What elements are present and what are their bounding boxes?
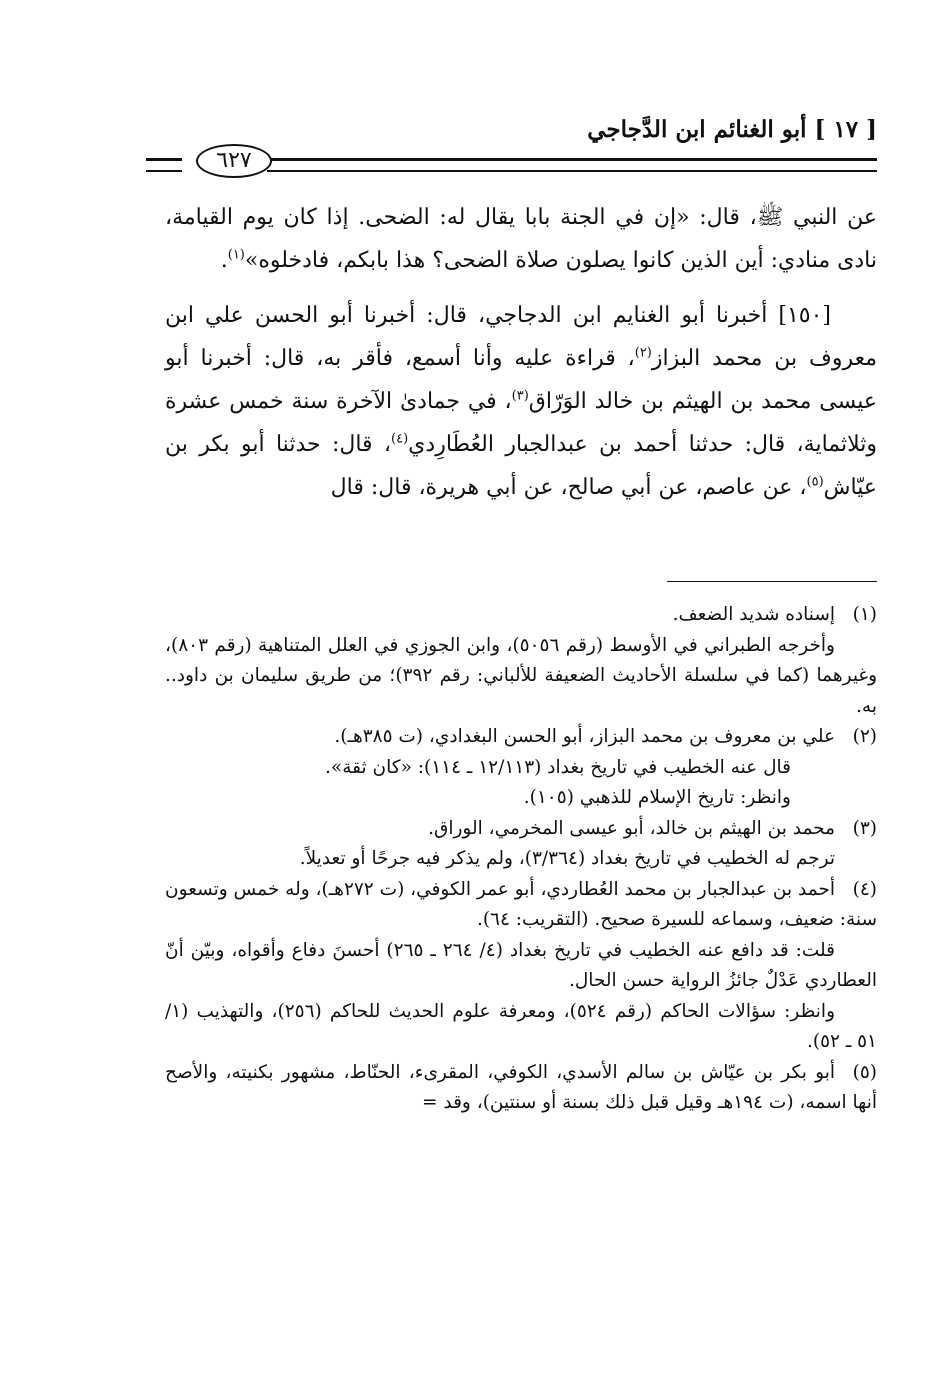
paragraph-text: [١٥٠] أخبرنا أبو الغنايم ابن الدجاجي، قال: أخبرنا أبو الحسن علي ابن معروف بن محمد البزاز <box>165 303 877 371</box>
main-text <box>165 196 877 509</box>
footnote-line: قال عنه الخطيب في تاريخ بغداد (١٢/١١٣ ـ ١١٤): «كان ثقة». <box>325 756 791 778</box>
footnote-text: أبو بكر بن عيّاش بن سالم الأسدي، الكوفي، المقرىء، الحنّاط، مشهور بكنيته، والأصح أنها اسمه، (ت ١٩٤هـ وقيل قبل ذلك بسنة أو سنتين)، وقد = <box>165 1061 877 1113</box>
footnote-number: (٢) <box>852 726 877 747</box>
footnote-line: وانظر: سؤالات الحاكم (رقم ٥٢٤)، ومعرفة علوم الحديث للحاكم (٢٥٦)، والتهذيب (١/ ٥١ ـ ٥٢). <box>165 1000 877 1052</box>
paragraph-text: عن النبي ﷺ، قال: «إن في الجنة بابا يقال له: الضحى. إذا كان يوم القيامة، نادى منادي: أين الذين كانوا يصلون صلاة الضحى؟ هذا بابكم، فادخلوه» <box>165 205 877 273</box>
page-number: ٦٢٧ <box>196 144 271 178</box>
footnote-line: قلت: قد دافع عنه الخطيب في تاريخ بغداد (٤/ ٢٦٤ ـ ٢٦٥) أحسنَ دفاع وأقواه، وبيّن أنّ العطاردي عَدْلٌ جائزُ الرواية حسن الحال. <box>165 939 877 991</box>
footnote-line <box>165 875 877 936</box>
footnote-text: إسناده شديد الضعف. <box>672 604 835 625</box>
footnote-ref: (٤) <box>391 431 409 447</box>
footnote-line <box>165 600 877 631</box>
paragraph-text: ، قراءة عليه وأنا أسمع، فأقر به، قال: أخبرنا أبو عيسى محمد بن الهيثم بن خالد الوَرّاق <box>165 346 877 414</box>
footnote-line <box>165 722 877 753</box>
footnote-text: محمد بن الهيثم بن خالد، أبو عيسى المخرمي، الوراق. <box>428 817 835 839</box>
running-header-title: [ ١٧ ] أبو الغنائم ابن الدَّجاجي <box>587 116 877 143</box>
paragraph-end: . <box>220 248 228 273</box>
footnote-ref: (١) <box>227 247 245 263</box>
footnote-text: علي بن معروف بن محمد البزاز، أبو الحسن البغدادي، (ت ٣٨٥هـ). <box>334 726 835 747</box>
paragraph-text: ، في جمادىٰ الآخرة سنة خمس عشرة وثلاثماية، قال: حدثنا أحمد بن عبدالجبار العُطَارِدي <box>165 389 877 457</box>
footnote-ref: (٢) <box>634 345 652 361</box>
footnote-number: (٥) <box>852 1061 877 1083</box>
page-number-badge <box>188 143 280 179</box>
footnote-number: (١) <box>852 604 877 625</box>
footnote-line <box>165 814 877 845</box>
footnote-line: ترجم له الخطيب في تاريخ بغداد (٣/٣٦٤)، ولم يذكر فيه جرحًا أو تعديلاً. <box>299 848 835 869</box>
header-rule <box>267 158 877 172</box>
footnote-3 <box>165 814 877 875</box>
footnote-separator <box>667 581 877 582</box>
footnote-line: وأخرجه الطبراني في الأوسط (رقم ٥٠٥٦)، وابن الجوزي في العلل المتناهية (رقم ٨٠٣)، وغيرهما (كما في سلسلة الأحاديث الضعيفة للألباني: رقم ٣٩٢)؛ من طريق سليمان بن داود.. به. <box>165 634 878 717</box>
footnote-5 <box>165 1058 877 1119</box>
footnote-line <box>165 1058 877 1119</box>
footnote-1 <box>165 600 877 722</box>
paragraph-continuation <box>165 196 877 282</box>
paragraph-text: ، قال: حدثنا أبو بكر بن عيّاش <box>165 432 877 500</box>
paragraph-text: ، عن عاصم، عن أبي صالح، عن أبي هريرة، قال: قال <box>330 475 807 500</box>
header-rule-left <box>146 158 182 172</box>
footnotes <box>165 600 877 1119</box>
paragraph-hadith-150 <box>165 294 877 509</box>
footnote-line: وانظر: تاريخ الإسلام للذهبي (١٠٥). <box>523 787 791 808</box>
footnote-ref: (٥) <box>806 474 824 490</box>
footnote-4 <box>165 875 877 1058</box>
footnote-text: أحمد بن عبدالجبار بن محمد العُطاردي، أبو عمر الكوفي، (ت ٢٧٢هـ)، وله خمس وتسعون سنة: ضعيف، وسماعه للسيرة صحيح. (التقريب: ٦٤). <box>165 878 877 930</box>
footnote-2 <box>165 722 877 814</box>
footnote-number: (٣) <box>852 817 877 839</box>
footnote-ref: (٣) <box>511 388 529 404</box>
footnote-number: (٤) <box>852 878 877 900</box>
